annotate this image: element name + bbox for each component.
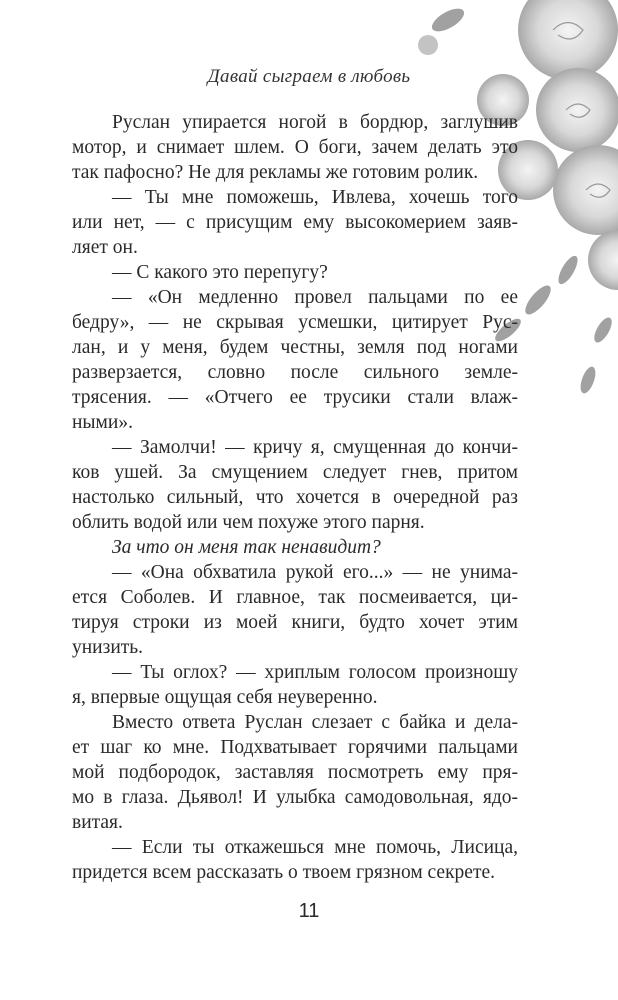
- text-line: трясения. — «Отчего ее трусики стали влаж-: [72, 387, 518, 408]
- text-line: ков ушей. За смущением следует гнев, притом: [72, 462, 518, 483]
- text-line: витая.: [72, 812, 123, 833]
- text-line: лан, и у меня, будем честны, земля под ногами: [72, 337, 518, 358]
- text-line: ляет он.: [72, 237, 138, 258]
- text-line: Вместо ответа Руслан слезает с байка и дела-: [112, 712, 518, 733]
- text-line: тируя строки из моей книги, будто хочет этим: [72, 612, 518, 633]
- text-line: — Если ты откажешься мне помочь, Лисица,: [112, 837, 518, 858]
- text-line: придется всем рассказать о твоем грязном секрете.: [72, 862, 496, 883]
- body-text: [72, 110, 518, 885]
- page-number: 11: [298, 900, 320, 922]
- text-line: мой подбородок, заставляя посмотреть ему пря-: [72, 762, 518, 783]
- text-line: мотор, и снимает шлем. О боги, зачем делать это: [72, 137, 518, 158]
- text-line: ными».: [72, 412, 133, 433]
- text-line: или нет, — с присущим ему высокомерием заяв-: [72, 212, 518, 233]
- text-line: — «Он медленно провел пальцами по ее: [112, 287, 518, 308]
- running-header-title: Давай сыграем в любовь: [207, 66, 411, 87]
- text-line: так пафосно? Не для рекламы же готовим ролик.: [72, 162, 479, 183]
- text-line: — «Она обхватила рукой его...» — не унима-: [112, 562, 518, 583]
- text-line: разверзается, словно после сильного земле-: [72, 362, 518, 383]
- text-line: мо в глаза. Дьявол! И улыбка самодовольная, ядо-: [72, 787, 518, 808]
- text-line: — Ты оглох? — хриплым голосом произношу: [112, 662, 518, 683]
- text-line: я, впервые ощущая себя неуверенно.: [72, 687, 378, 708]
- text-line: настолько сильный, что хочется в очередной раз: [72, 487, 518, 508]
- text-line: унизить.: [72, 637, 144, 658]
- text-line: бедру», — не скрывая усмешки, цитирует Рус-: [72, 312, 518, 333]
- text-line: ет шаг ко мне. Подхватывает горячими пальцами: [72, 737, 518, 758]
- text-line: — С какого это перепугу?: [112, 262, 328, 283]
- text-line: За что он меня так ненавидит?: [112, 537, 381, 558]
- text-line: — Замолчи! — кричу я, смущенная до кончи-: [112, 437, 518, 458]
- text-line: ется Соболев. И главное, так посмеивается, ци-: [72, 587, 518, 608]
- text-line: Руслан упирается ногой в бордюр, заглушив: [112, 112, 518, 133]
- text-line: облить водой или чем похуже этого парня.: [72, 512, 425, 533]
- text-line: — Ты мне поможешь, Ивлева, хочешь того: [112, 187, 518, 208]
